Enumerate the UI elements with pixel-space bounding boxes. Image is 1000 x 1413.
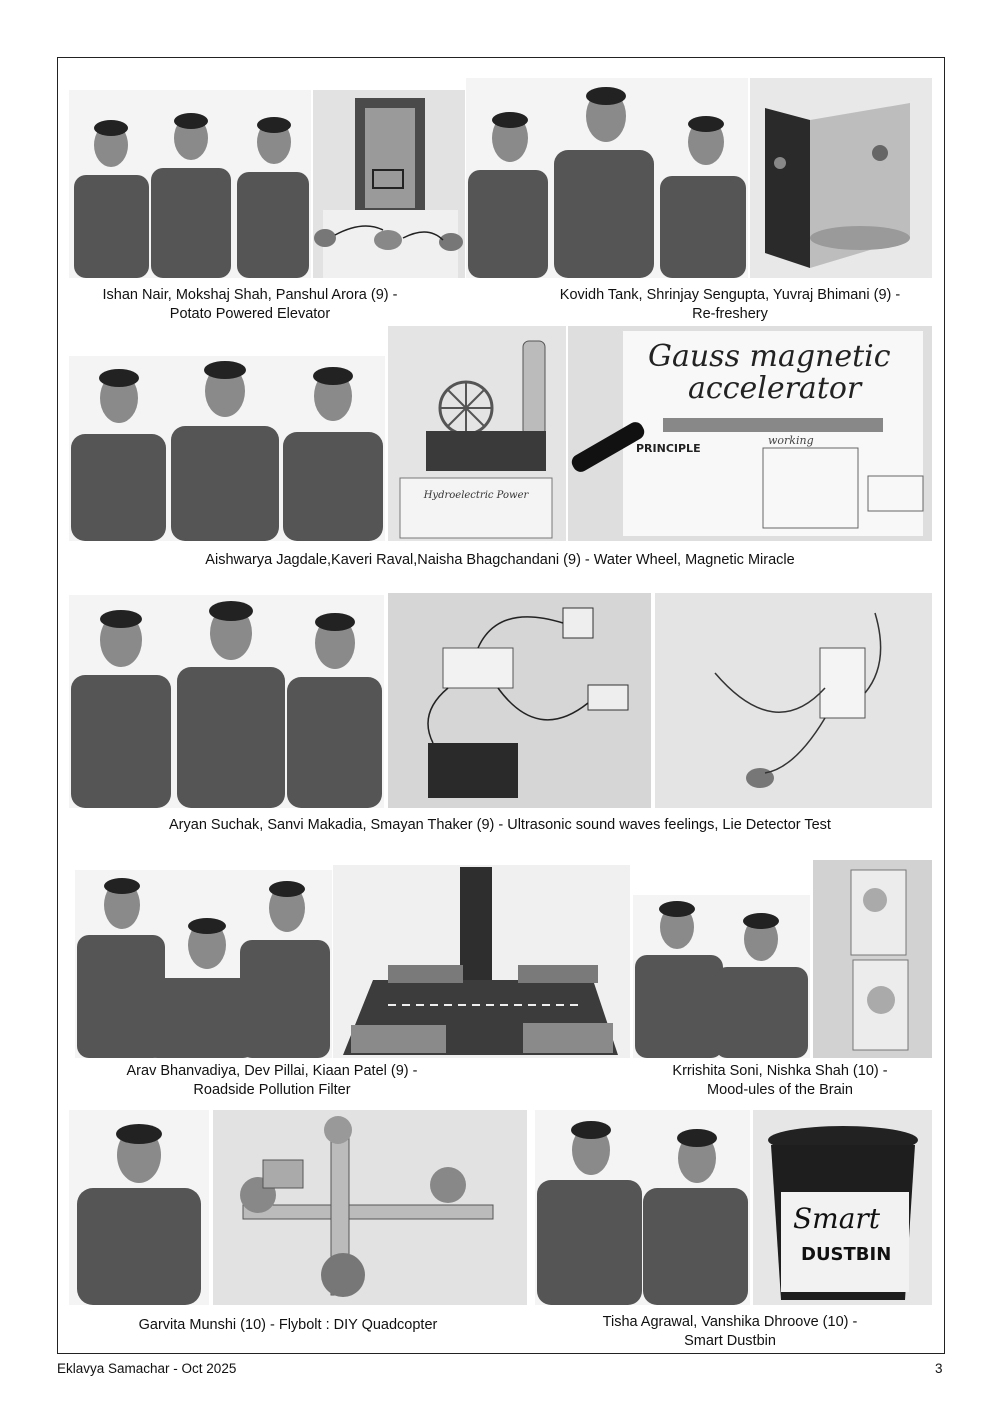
caption-potato-elevator	[70, 286, 430, 324]
gauss-title-line2: accelerator	[688, 371, 862, 406]
caption-project: Potato Powered Elevator	[169, 306, 331, 322]
caption-ultrasonic	[60, 816, 940, 835]
caption-project: Re-freshery	[692, 306, 768, 322]
photo-ishan-mokshaj-panshul	[69, 90, 311, 278]
photo-ultrasonic-circuit	[388, 593, 651, 808]
caption-names: Tisha Agrawal, Vanshika Dhroove (10) -	[602, 1314, 858, 1330]
caption-project: Mood-ules of the Brain	[707, 1082, 853, 1098]
gauss-principle: PRINCIPLE	[636, 442, 701, 455]
photo-brain-posters	[813, 860, 932, 1058]
caption-names: Arav Bhanvadiya, Dev Pillai, Kiaan Patel (9) -	[126, 1063, 418, 1079]
photo-krrishita-nishka	[633, 895, 810, 1058]
gauss-working: working	[768, 434, 814, 447]
caption-pollution-filter	[82, 1062, 462, 1100]
photo-arav-dev-kiaan	[75, 870, 332, 1058]
footer-publication: Eklavya Samachar - Oct 2025	[57, 1361, 237, 1376]
caption-names: Krrishita Soni, Nishka Shah (10) -	[672, 1063, 888, 1079]
caption-refreshery	[520, 286, 940, 324]
photo-lie-detector	[655, 593, 932, 808]
dustbin-label-smart: Smart	[793, 1202, 881, 1235]
photo-aryan-sanvi-smayan	[69, 595, 384, 808]
caption-quadcopter	[88, 1316, 488, 1335]
photo-refreshery-box	[750, 78, 932, 278]
caption-text: Aryan Suchak, Sanvi Makadia, Smayan Thaker (9) - Ultrasonic sound waves feelings, Lie Detector Test	[169, 817, 831, 833]
caption-mood-ules	[630, 1062, 930, 1100]
hydro-sheet-title: Hydroelectric Power	[423, 490, 529, 501]
photo-gauss-accelerator	[568, 326, 932, 541]
photo-garvita	[69, 1110, 209, 1305]
photo-potato-elevator	[313, 90, 465, 278]
caption-project: Roadside Pollution Filter	[193, 1082, 351, 1098]
photo-tisha-vanshika	[535, 1110, 750, 1305]
caption-names: Kovidh Tank, Shrinjay Sengupta, Yuvraj Bhimani (9) -	[559, 287, 901, 303]
photo-water-wheel	[388, 326, 566, 541]
page-number: 3	[935, 1361, 943, 1376]
caption-text: Aishwarya Jagdale,Kaveri Raval,Naisha Bhagchandani (9) - Water Wheel, Magnetic Miracle	[205, 552, 795, 568]
caption-names: Ishan Nair, Mokshaj Shah, Panshul Arora (9) -	[102, 287, 398, 303]
photo-quadcopter	[213, 1110, 527, 1305]
caption-project: Smart Dustbin	[684, 1333, 776, 1349]
photo-smart-dustbin	[753, 1110, 932, 1305]
dustbin-label: DUSTBIN	[801, 1244, 892, 1265]
photo-pollution-filter	[333, 865, 630, 1058]
caption-text: Garvita Munshi (10) - Flybolt : DIY Quadcopter	[138, 1317, 438, 1333]
caption-smart-dustbin	[570, 1313, 890, 1351]
photo-aishwarya-kaveri-naisha	[69, 356, 385, 541]
photo-kovidh-shrinjay-yuvraj	[466, 78, 748, 278]
gauss-title-line1: Gauss magnetic	[648, 339, 891, 374]
caption-water-wheel	[60, 551, 940, 570]
